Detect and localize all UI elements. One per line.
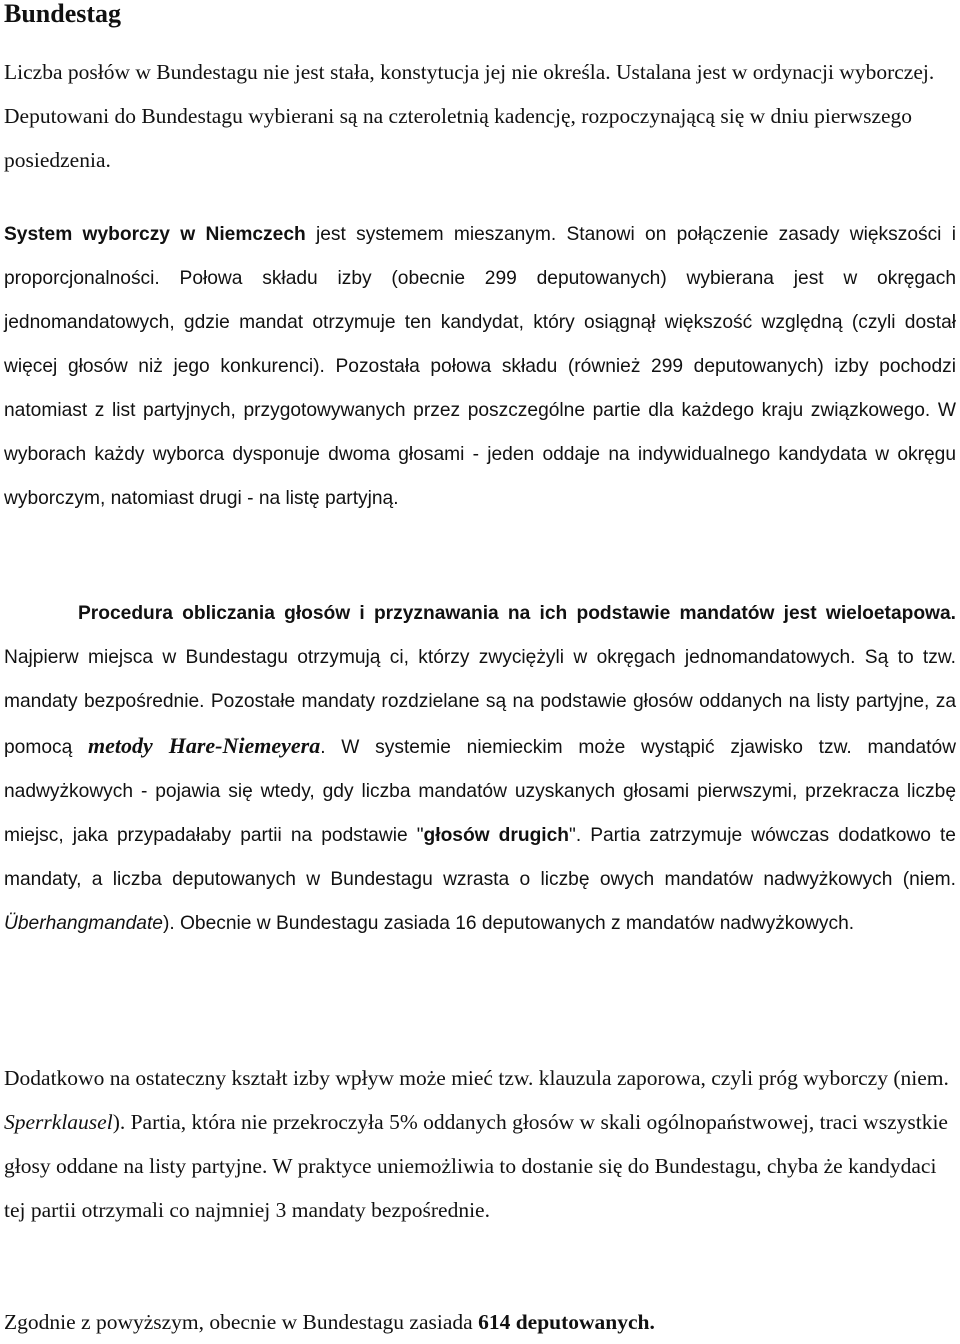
procedure-lead-tail: wieloetapowa. <box>825 603 956 624</box>
procedure-text-3: . W systemie niemieckim może wystąpić zjawisko tzw. <box>320 737 868 758</box>
document-title: Bundestag <box>4 0 122 28</box>
procedure-text-6: ). Obecnie w Bundestagu zasiada 16 deputowanych z mandatów nadwyżkowych. <box>162 913 855 934</box>
paragraph-intro <box>4 50 956 182</box>
summary-total: 614 deputowanych. <box>478 1310 655 1334</box>
second-votes-term: głosów drugich <box>423 825 570 846</box>
procedure-text-4: mandatów nadwyżkowych - pojawia się wtedy, gdy liczba mandatów uzyskanych głosami pierwszymi, przekracza liczbę miejsc, jaka przypadałaby partii na podstawie " <box>4 737 956 846</box>
paragraph-electoral-system <box>4 213 956 521</box>
paragraph-summary <box>4 1300 956 1344</box>
intro-text: Liczba posłów w Bundestagu nie jest stała, konstytucja jej nie określa. Ustalana jest w ordynacji wyborczej. Deputowani do Bundestagu wybierani są na czteroletnią kadencję, rozpoczynającą się w dniu pierwszego posiedzenia. <box>4 60 935 172</box>
electoral-system-text-3: Połowa składu izby (obecnie 299 deputowanych) wybierana jest w okręgach jednomandatowych, gdzie mandat otrzymuje ten kandydat, który osiągnął większość względną (czyli dostał więcej głosów niż jego konkurenci). Pozostała połowa składu (również 299 deputowanych) izby pochodzi natomiast z list partyjnych, przygotowywanych przez poszczególne partie dla każdego kraju związkowego. <box>4 268 956 421</box>
procedure-text-2: Pozostałe mandaty rozdzielane są na podstawie głosów oddanych na listy partyjne, za pomocą <box>4 691 956 758</box>
summary-text: Zgodnie z powyższym, obecnie w Bundestagu zasiada <box>4 1310 479 1334</box>
electoral-system-lead: System wyborczy w Niemczech <box>4 224 306 245</box>
procedure-text-5: ". Partia zatrzymuje wówczas dodatkowo te mandaty, a liczba deputowanych w Bundestagu wzrasta o liczbę owych mandatów nadwyżkowych (niem. <box>4 825 956 890</box>
electoral-system-text-2: Stanowi on połączenie zasady większości i proporcjonalności. <box>4 224 956 289</box>
threshold-text-1: Dodatkowo na ostateczny kształt izby wpływ może mieć tzw. klauzula zaporowa, czyli próg wyborczy (niem. <box>4 1066 949 1090</box>
threshold-term: Sperrklausel <box>4 1110 113 1134</box>
paragraph-threshold <box>4 1056 956 1232</box>
paragraph-procedure <box>4 592 956 946</box>
overhang-term: Überhangmandate <box>4 913 163 934</box>
electoral-system-text-4: W wyborach każdy wyborca dysponuje dwoma głosami - jeden oddaje na indywidualnego kandydata w okręgu wyborczym, natomiast drugi - na listę partyjną. <box>4 400 956 509</box>
threshold-text-2: ). Partia, która nie przekroczyła 5% oddanych głosów w skali ogólnopaństwowej, traci wszystkie głosy oddane na listy partyjne. W praktyce uniemożliwia to dostanie się do Bundestagu, chyba że kandydaci tej partii otrzymali co najmniej 3 mandaty bezpośrednie. <box>4 1110 948 1222</box>
procedure-lead: Procedura obliczania głosów i przyznawania na ich podstawie mandatów jest <box>78 603 817 624</box>
method-name: metody Hare-Niemeyera <box>88 733 321 758</box>
electoral-system-text-1: jest systemem mieszanym. <box>305 224 567 245</box>
procedure-text-1: Najpierw miejsca w Bundestagu otrzymują ci, którzy zwyciężyli w okręgach jednomandatowych. Są to tzw. mandaty bezpośrednie. <box>4 647 956 712</box>
